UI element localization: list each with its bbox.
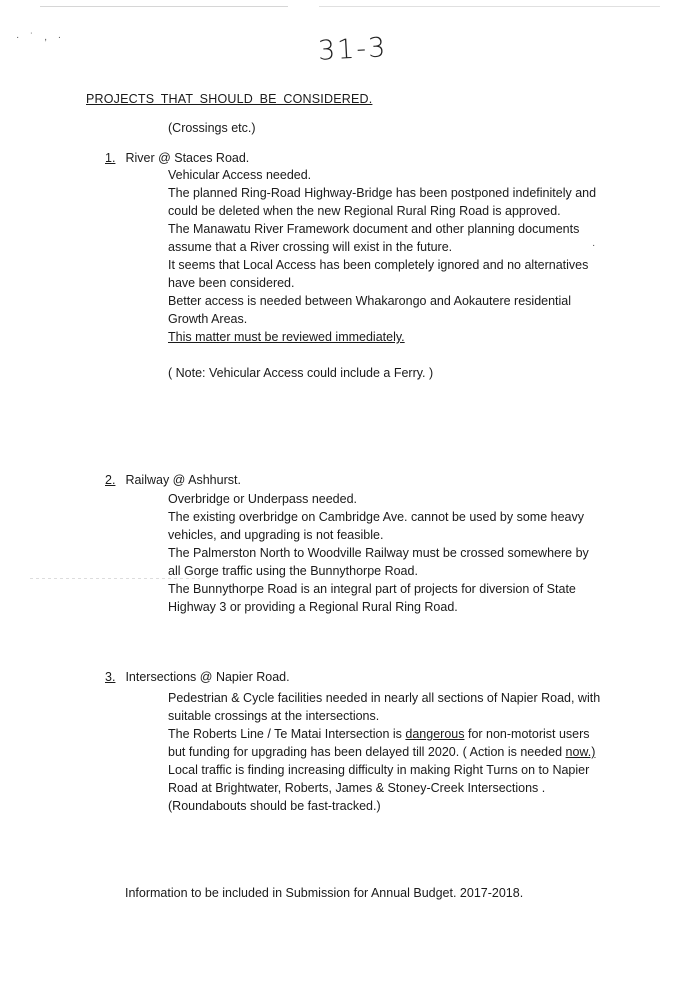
- section-2-number: 2.: [105, 473, 116, 487]
- scan-artifact-top: [40, 6, 660, 7]
- section-3-line: Pedestrian & Cycle facilities needed in nearly all sections of Napier Road, with: [168, 691, 601, 705]
- section-3-line: Local traffic is finding increasing difficulty in making Right Turns on to Napier: [168, 763, 590, 777]
- section-1-note: ( Note: Vehicular Access could include a Ferry. ): [168, 366, 434, 380]
- section-1-line: Vehicular Access needed.: [168, 168, 312, 182]
- section-1-line: It seems that Local Access has been completely ignored and no alternatives: [168, 258, 589, 272]
- section-3-line-part: The Roberts Line / Te Matai Intersection is: [168, 727, 402, 741]
- section-1-number: 1.: [105, 151, 116, 165]
- section-1-line: The planned Ring-Road Highway-Bridge has been postponed indefinitely and: [168, 186, 597, 200]
- section-1-line: Growth Areas.: [168, 312, 248, 326]
- section-2-line: The Bunnythorpe Road is an integral part of projects for diversion of State: [168, 582, 576, 596]
- section-3-line: Road at Brightwater, Roberts, James & Stoney-Creek Intersections .: [168, 781, 546, 795]
- section-1-emphasis-line: This matter must be reviewed immediately.: [168, 330, 405, 344]
- section-2-line: all Gorge traffic using the Bunnythorpe Road.: [168, 564, 418, 578]
- section-2-line: vehicles, and upgrading is not feasible.: [168, 528, 384, 542]
- section-1-line: assume that a River crossing will exist in the future.: [168, 240, 453, 254]
- handwritten-page-number: 31-3: [317, 32, 389, 67]
- section-1-line: have been considered.: [168, 276, 295, 290]
- section-2-line: Overbridge or Underpass needed.: [168, 492, 358, 506]
- page-heading: PROJECTS THAT SHOULD BE CONSIDERED.: [86, 92, 373, 106]
- page-subheading: (Crossings etc.): [168, 121, 256, 135]
- section-2-title: Railway @ Ashhurst.: [125, 473, 241, 487]
- section-2-line: The existing overbridge on Cambridge Ave. cannot be used by some heavy: [168, 510, 584, 524]
- section-3-emphasis-word: now.): [565, 745, 596, 759]
- section-3-heading: [105, 670, 290, 684]
- scan-speck: ·: [592, 240, 596, 251]
- section-3-line-part: for non-motorist users: [467, 727, 590, 741]
- section-2-body: [168, 490, 589, 616]
- section-3-line: suitable crossings at the intersections.: [168, 709, 380, 723]
- section-3-title: Intersections @ Napier Road.: [125, 670, 290, 684]
- section-3-number: 3.: [105, 670, 116, 684]
- section-3-line: [168, 743, 600, 761]
- section-1-line: Better access is needed between Whakarongo and Aokautere residential: [168, 294, 572, 308]
- section-3-emphasis-word: dangerous: [405, 727, 465, 741]
- section-2-line: Highway 3 or providing a Regional Rural Ring Road.: [168, 600, 458, 614]
- section-1-line: The Manawatu River Framework document and other planning documents: [168, 222, 580, 236]
- section-1-line: could be deleted when the new Regional Rural Ring Road is approved.: [168, 204, 561, 218]
- section-1-heading: [105, 151, 249, 165]
- section-3-line: (Roundabouts should be fast-tracked.): [168, 799, 381, 813]
- section-3-body: [168, 689, 600, 815]
- section-2-line: The Palmerston North to Woodville Railway must be crossed somewhere by: [168, 546, 589, 560]
- footer-note: Information to be included in Submission for Annual Budget. 2017-2018.: [125, 886, 524, 900]
- section-3-line: [168, 725, 600, 743]
- scan-specks: · ˙ , ·: [16, 32, 66, 43]
- section-1-title: River @ Staces Road.: [125, 151, 250, 165]
- section-2-heading: [105, 473, 241, 487]
- section-3-line-part: but funding for upgrading has been delayed till 2020. ( Action is needed: [168, 745, 563, 759]
- section-1-body: [168, 166, 596, 346]
